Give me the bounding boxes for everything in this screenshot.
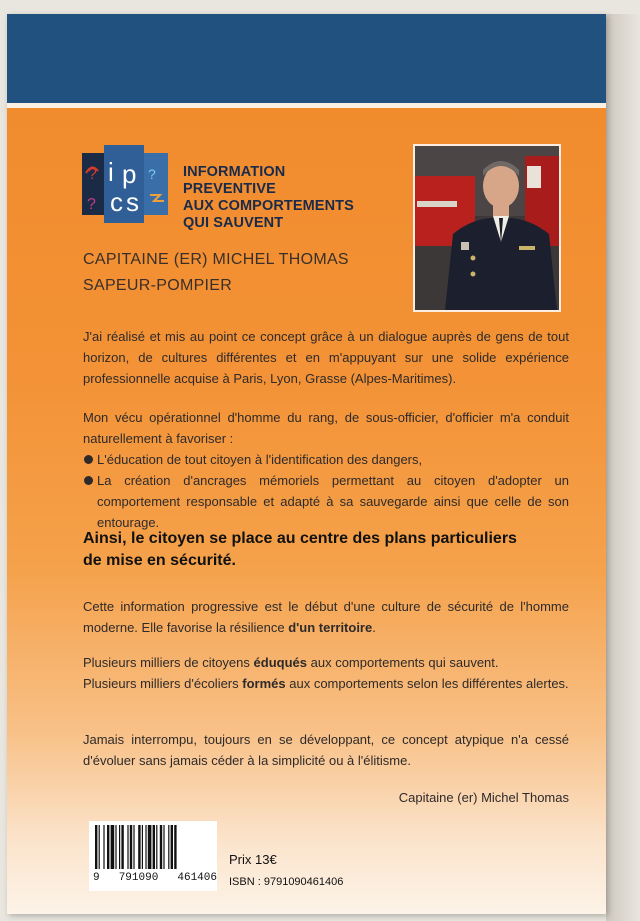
results-bold: formés <box>242 676 286 691</box>
results-line-1 <box>83 652 569 673</box>
top-blue-band <box>7 14 606 103</box>
svg-text:c: c <box>110 187 123 217</box>
ipcs-logo <box>82 145 170 223</box>
results-line-2 <box>83 673 569 694</box>
program-title-line: INFORMATION <box>183 164 286 180</box>
barcode-digit-group: 461406 <box>177 872 217 884</box>
barcode-digit-group: 9 <box>93 872 100 884</box>
isbn-label: ISBN : 9791090461406 <box>229 876 344 888</box>
headline <box>83 528 573 572</box>
page-edge <box>606 14 640 921</box>
paragraph-evolution: Jamais interrompu, toujours en se développant, ce concept atypique n'a cessé d'évoluer sans jamais céder à la simplicité ou à l'élitisme. <box>83 732 569 768</box>
author-block <box>83 247 403 299</box>
paragraph-background <box>83 407 569 533</box>
paragraph-culture-text: Cette information progressive est le début d'une culture de sécurité de l'homme moderne. Elle favorise la résilience <box>83 599 569 635</box>
paragraph-culture <box>83 596 569 638</box>
author-role: SAPEUR-POMPIER <box>83 277 233 294</box>
barcode-digit-group: 791090 <box>118 872 159 884</box>
results-text: aux comportements selon les différentes alertes. <box>289 676 569 691</box>
svg-text:?: ? <box>88 166 97 183</box>
svg-text:s: s <box>126 187 139 217</box>
signature: Capitaine (er) Michel Thomas <box>398 790 569 805</box>
results-text: Plusieurs milliers de citoyens <box>83 655 250 670</box>
paragraph-experience: J'ai réalisé et mis au point ce concept grâce à un dialogue auprès de gens de tout horizon, de cultures différentes et en m'appuyant sur une solide expérience professionnelle acquise à Paris, Lyon, Grasse (Alpes-Maritimes). <box>83 329 569 386</box>
author-name: CAPITAINE (ER) MICHEL THOMAS <box>83 251 349 268</box>
barcode-digits <box>93 872 217 884</box>
book-back-cover <box>7 14 606 914</box>
program-title-line: PREVENTIVE <box>183 181 276 197</box>
svg-text:?: ? <box>87 196 96 213</box>
author-photo <box>413 144 561 312</box>
svg-text:?: ? <box>148 166 156 182</box>
paragraph-background-intro: Mon vécu opérationnel d'homme du rang, de sous-officier, d'officier m'a conduit naturellement à favoriser : <box>83 410 569 446</box>
results-text: Plusieurs milliers d'écoliers <box>83 676 239 691</box>
program-title <box>183 164 408 232</box>
program-title-line: AUX COMPORTEMENTS <box>183 198 354 214</box>
svg-text:p: p <box>122 159 137 189</box>
results-text: aux comportements qui sauvent. <box>310 655 499 670</box>
paragraph-culture-bold: d'un territoire <box>288 620 373 635</box>
price-label: Prix 13€ <box>229 852 277 867</box>
barcode <box>89 821 217 873</box>
band-divider <box>7 103 606 108</box>
bullet-item: L'éducation de tout citoyen à l'identification des dangers, <box>83 449 569 470</box>
svg-text:i: i <box>108 157 114 187</box>
results-bold: éduqués <box>253 655 307 670</box>
headline-line: de mise en sécurité. <box>83 552 236 569</box>
program-title-line: QUI SAUVENT <box>183 215 284 231</box>
paragraph-results <box>83 652 569 694</box>
paragraph-culture-end: . <box>372 620 376 635</box>
headline-line: Ainsi, le citoyen se place au centre des plans particuliers <box>83 530 517 547</box>
bullet-item: La création d'ancrages mémoriels permettant au citoyen d'adopter un comportement responsable et adapté à sa sauvegarde ainsi que celle de son entourage. <box>83 470 569 533</box>
